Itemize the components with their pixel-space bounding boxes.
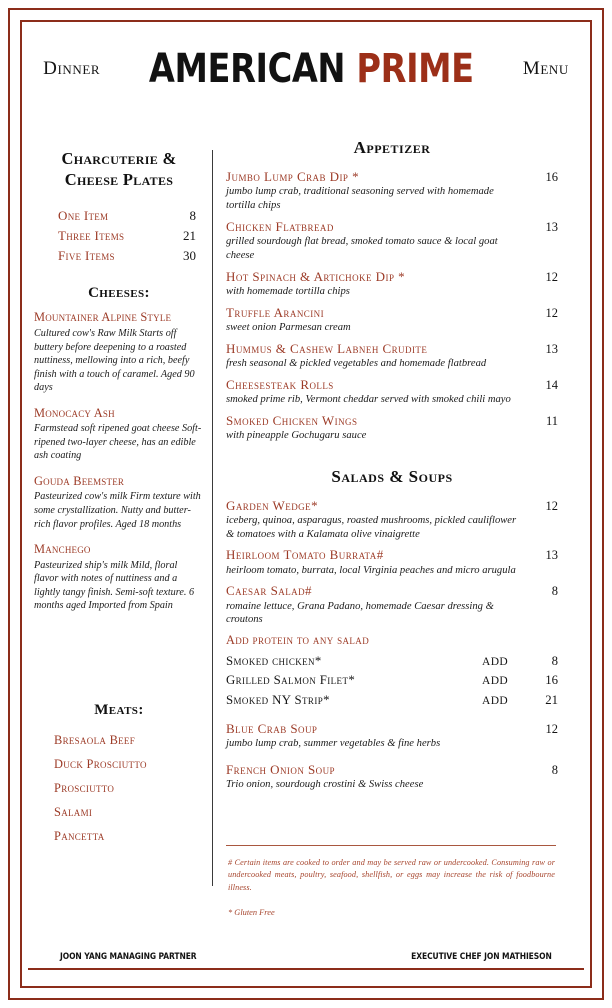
menu-item-description: with pineapple Gochugaru sauce [226,429,367,441]
menu-item-price: 13 [545,219,558,234]
meats-heading: Meats: [94,701,144,718]
column-divider [212,150,213,886]
executive-chef-credit: EXECUTIVE CHEF JON MATHIESON [411,952,552,962]
protein-row [226,671,558,690]
menu-item [226,413,558,443]
meat-item: Salami [54,805,93,820]
menu-item-title-row [226,583,558,599]
menu-item-title-row [226,413,558,429]
menu-item [226,169,558,213]
plate-row [58,226,196,246]
protein-add-label: ADD [482,656,509,669]
menu-item-description: jumbo lump crab, traditional seasoning served with homemade tortilla chips [226,186,494,212]
footer-divider [28,968,584,970]
menu-item-title-row [226,219,558,235]
protein-price: 16 [545,673,558,688]
restaurant-logo [149,46,474,92]
menu-item-description: heirloom tomato, burrata, local Virginia peaches and micro arugula [226,564,516,576]
menu-item-price: 12 [545,305,558,320]
menu-item-name: Hot Spinach & Artichoke Dip * [226,268,406,284]
menu-item-price: 8 [551,762,558,777]
menu-item-title-row [226,341,558,357]
menu-item-name: Caesar Salad# [226,583,313,599]
menu-item-description: jumbo lump crab, summer vegetables & fine herbs [226,738,441,750]
protein-add-label: ADD [482,675,509,688]
menu-item-name: French Onion Soup [226,761,336,777]
meat-item: Duck Prosciutto [54,756,147,771]
menu-item-price: 14 [545,377,558,392]
cheese-description: Pasteurized ship's milk Mild, floral flavor with notes of nuttiness and a lightly tangy finish. Semi-soft texture. 6 months aged Imported from Spain [34,559,195,612]
right-column [226,138,558,798]
footnote-divider [226,845,556,846]
menu-item-title-row [226,305,558,321]
menu-item-name: Chicken Flatbread [226,218,334,234]
menu-item-price: 11 [545,413,558,428]
cheese-entry [34,474,204,531]
menu-item [226,341,558,371]
plate-price: 21 [183,227,196,243]
menu-item [226,498,558,542]
menu-item-price: 13 [545,341,558,356]
appetizer-section-heading: Appetizer [353,138,431,157]
menu-item-price: 8 [551,584,558,599]
plate-price: 30 [183,247,196,263]
plate-price: 8 [189,208,196,224]
meat-item: Prosciutto [54,781,115,796]
managing-partner-credit: JOON YANG MANAGING PARTNER [60,952,197,962]
masthead [28,40,584,98]
menu-item-title-row [226,547,558,563]
menu-item-description: iceberg, quinoa, asparagus, roasted mushrooms, pickled cauliflower & tomatoes with a Kalamata olive vinaigrette [226,514,517,540]
cheese-entry [34,542,204,613]
plate-row [58,246,196,266]
menu-item-title-row [226,721,558,737]
cheese-entry [34,406,204,463]
protein-price: 21 [545,692,558,707]
menu-item [226,762,558,792]
protein-name: Grilled Salmon Filet* [226,673,356,688]
charcuterie-title-line2: Cheese Plates [64,170,174,190]
raw-food-warning: # Certain items are cooked to order and may be served raw or undercooked. Consuming raw or undercooked meats, poultry, seafood, shellfish, or eggs may increase the risk of foodbourne illness. [228,858,555,892]
menu-item-description: Trio onion, sourdough crostini & Swiss cheese [226,779,424,791]
menu-item-title-row [226,377,558,393]
menu-item-name: Hummus & Cashew Labneh Crudite [226,340,428,356]
menu-item-description: sweet onion Parmesan cream [226,321,351,333]
cheese-name: Manchego [34,542,91,557]
plate-name: One Item [58,208,109,224]
plate-price-list [34,206,204,265]
meat-item: Pancetta [54,829,105,844]
plate-name: Three Items [58,227,125,243]
menu-item-price: 12 [545,721,558,736]
protein-price: 8 [551,654,558,669]
protein-name: Smoked chicken* [226,654,322,669]
cheese-name: Monocacy Ash [34,405,115,420]
menu-item-price: 16 [545,170,558,184]
menu-item-description: smoked prime rib, Vermont cheddar served with smoked chili mayo [226,393,511,405]
menu-item-price: 12 [545,498,558,513]
menu-item-description: fresh seasonal & pickled vegetables and homemade flatbread [226,357,487,369]
menu-item-title-row [226,269,558,285]
menu-item-title-row [226,169,558,185]
masthead-dinner-label: Dinner [43,58,101,79]
add-protein-heading: Add protein to any salad [226,633,370,648]
meats-list [34,728,204,848]
left-column-spacer [34,624,204,702]
meat-item: Bresaola Beef [54,732,136,747]
menu-item [226,377,558,407]
protein-name: Smoked NY Strip* [226,692,330,707]
logo-word-american: AMERICAN [149,46,346,92]
menu-item-name: Cheesesteak Rolls [226,376,334,392]
menu-item [226,583,558,627]
menu-item-name: Heirloom Tomato Burrata# [226,547,384,563]
menu-item-name: Smoked Chicken Wings [226,412,358,428]
menu-item [226,305,558,335]
menu-item-name: Jumbo Lump Crab Dip * [226,169,360,184]
footer-bar [60,952,552,962]
menu-item-title-row [226,498,558,514]
cheese-description: Pasteurized cow's milk Firm texture with some crystallization. Nutty and butter-rich flavor profiles. Aged 18 months [34,491,201,530]
menu-item-price: 13 [545,548,558,563]
cheese-entry [34,310,204,394]
protein-add-label: ADD [482,694,509,707]
charcuterie-section-title [34,148,204,190]
left-column [34,148,204,848]
menu-item-title-row [226,762,558,778]
menu-item [226,219,558,263]
menu-item-description: grilled sourdough flat bread, smoked tomato sauce & local goat cheese [226,236,498,261]
masthead-menu-label: Menu [522,58,569,79]
logo-space [345,46,356,92]
plate-name: Five Items [58,247,115,263]
menu-item-description: with homemade tortilla chips [226,285,350,297]
footnotes [228,857,555,917]
menu-item-name: Garden Wedge* [226,497,319,513]
cheeses-heading: Cheeses: [88,285,150,302]
cheese-name: Mountainer Alpine Style [34,310,172,325]
menu-item-name: Truffle Arancini [226,304,325,320]
gluten-free-note: * Gluten Free [228,908,275,918]
charcuterie-title-line1: Charcuterie & [61,149,177,168]
menu-item-name: Blue Crab Soup [226,720,318,736]
salads-soups-section-heading: Salads & Soups [331,466,453,486]
cheese-name: Gouda Beemster [34,473,125,488]
protein-row [226,691,558,710]
protein-row [226,652,558,671]
menu-item-price: 12 [545,269,558,284]
menu-item-description: romaine lettuce, Grana Padano, homemade Caesar dressing & croutons [226,600,494,626]
cheese-description: Cultured cow's Raw Milk Starts off buttery before deepening to a roasted nuttiness, mellowing into a rich, beefy finish with a touch of caramel. Aged 90 days [34,327,195,394]
plate-row [58,206,196,226]
cheese-description: Farmstead soft ripened goat cheese Soft-ripened two-layer cheese, has an edible ash coating [34,423,202,462]
logo-word-prime: PRIME [356,46,474,92]
menu-item [226,269,558,299]
menu-item [226,721,558,751]
menu-item [226,547,558,577]
